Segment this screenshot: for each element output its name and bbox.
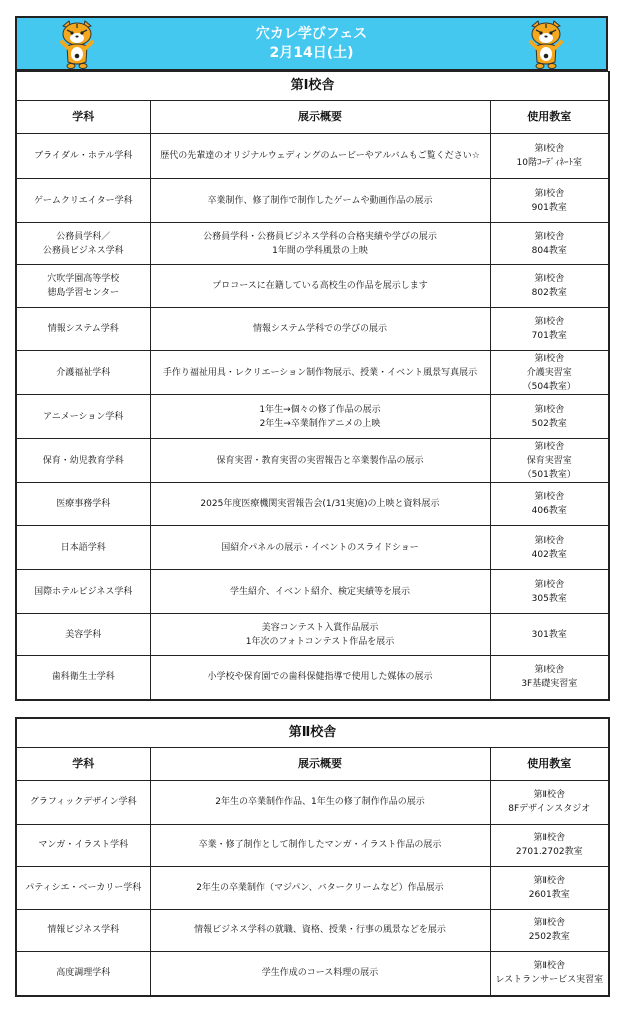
- room-cell: [490, 951, 609, 996]
- summary-cell-line: 保育実習・教育実習の実習報告と卒業製作品の展示: [216, 455, 424, 466]
- room-cell-line: 402教室: [531, 549, 567, 560]
- summary-cell-line: 学生作成のコース料理の展示: [261, 968, 379, 979]
- dept-cell: [16, 656, 150, 700]
- room-cell: [490, 351, 609, 395]
- room-cell: [490, 866, 609, 909]
- table-row: [16, 308, 609, 351]
- room-cell-line: 介護実習室: [526, 367, 572, 378]
- col-header-summary: 展示概要: [150, 101, 490, 134]
- table-row: [16, 614, 609, 656]
- room-cell-line: 901教室: [531, 202, 567, 213]
- room-cell-line: 305教室: [531, 593, 567, 604]
- campus-title: 第Ⅱ校舎: [16, 718, 609, 747]
- room-cell-line: 第Ⅱ校舎: [533, 790, 565, 800]
- dept-cell: [16, 866, 150, 909]
- room-cell-line: 第Ⅰ校舎: [534, 404, 565, 415]
- table-row: [16, 134, 609, 179]
- table-row: [16, 780, 609, 824]
- table-row: [16, 351, 609, 395]
- dept-cell: [16, 614, 150, 656]
- table-row: [16, 223, 609, 265]
- dept-cell: [16, 483, 150, 526]
- summary-cell-line: 美容コンテスト入賞作品展示: [261, 622, 379, 633]
- summary-cell-line: 国紹介パネルの展示・イベントのスライドショー: [221, 542, 419, 553]
- dept-cell-line: 徳島学習センター: [47, 288, 120, 298]
- table-row: [16, 483, 609, 526]
- event-date: 2月14日(土): [269, 45, 354, 61]
- dept-cell-line: 情報ビジネス学科: [47, 925, 120, 935]
- dept-cell: [16, 351, 150, 395]
- summary-cell-line: 小学校や保育園での歯科保健指導で使用した媒体の展示: [207, 672, 433, 683]
- room-cell-line: 第Ⅰ校舎: [534, 231, 565, 242]
- room-cell: [490, 656, 609, 700]
- table-row: [16, 395, 609, 439]
- room-cell-line: 406教室: [531, 506, 567, 516]
- table-row: [16, 526, 609, 570]
- dept-cell-line: 美容学科: [65, 629, 102, 640]
- room-cell: [490, 483, 609, 526]
- summary-cell: [150, 223, 490, 265]
- room-cell-line: 第Ⅰ校舎: [534, 492, 565, 502]
- room-cell-line: （504教室）: [522, 381, 576, 392]
- room-cell-line: 701教室: [531, 331, 567, 341]
- summary-cell: [150, 614, 490, 656]
- event-title: 穴カレ学びフェス: [255, 26, 368, 42]
- table-row: [16, 656, 609, 700]
- room-cell-line: 第Ⅰ校舎: [534, 353, 565, 364]
- dept-cell: [16, 308, 150, 351]
- summary-cell: [150, 866, 490, 909]
- dept-cell-line: 日本語学科: [60, 542, 106, 553]
- dept-cell-line: アニメーション学科: [43, 411, 124, 422]
- dept-cell-line: ブライダル・ホテル学科: [34, 151, 133, 161]
- room-cell-line: 第Ⅱ校舎: [533, 918, 565, 928]
- summary-cell-line: プロコースに在籍している高校生の作品を展示します: [212, 281, 428, 291]
- dept-cell-line: 国際ホテルビジネス学科: [34, 586, 133, 597]
- col-header-dept: 学科: [16, 101, 150, 134]
- summary-cell: [150, 824, 490, 866]
- dept-cell-line: 公務員ビジネス学科: [42, 245, 124, 256]
- room-cell: [490, 824, 609, 866]
- col-header-room: 使用教室: [490, 101, 609, 134]
- table-row: [16, 265, 609, 308]
- summary-cell-line: 2年生の卒業制作作品、1年生の修了制作作品の展示: [215, 797, 425, 807]
- campus1-table: [15, 71, 610, 701]
- room-cell: [490, 909, 609, 951]
- room-cell-line: 第Ⅰ校舎: [534, 665, 565, 676]
- summary-cell-line: 2025年度医療機関実習報告会(1/31実施)の上映と資料展示: [200, 499, 440, 509]
- room-cell-line: 第Ⅱ校舎: [533, 875, 565, 886]
- dept-cell-line: マンガ・イラスト学科: [38, 840, 129, 850]
- room-cell: [490, 308, 609, 351]
- room-cell-line: 第Ⅰ校舎: [534, 441, 565, 452]
- dept-cell: [16, 951, 150, 996]
- summary-cell-line: 卒業制作、修了制作で制作したゲームや動画作品の展示: [207, 195, 433, 206]
- room-cell-line: 第Ⅰ校舎: [534, 274, 565, 284]
- dept-cell-line: 保育・幼児教育学科: [42, 455, 124, 466]
- room-cell: [490, 134, 609, 179]
- room-cell-line: 第Ⅱ校舎: [533, 961, 565, 972]
- table-row: [16, 570, 609, 614]
- room-cell-line: 804教室: [531, 245, 567, 256]
- room-cell: [490, 614, 609, 656]
- summary-cell-line: 歴代の先輩達のオリジナルウェディングのムービーやアルバムもご覧ください☆: [160, 151, 480, 161]
- room-cell-line: 第Ⅰ校舎: [534, 535, 565, 546]
- summary-cell-line: 1年次のフォトコンテスト作品を展示: [245, 636, 395, 647]
- table-row: [16, 866, 609, 909]
- room-cell-line: 2701.2702教室: [515, 847, 583, 857]
- room-cell-line: 第Ⅰ校舎: [534, 317, 565, 327]
- room-cell-line: 第Ⅰ校舎: [534, 579, 565, 590]
- room-cell-line: 10階ｺｰﾃﾞｨﾈｰﾄ室: [516, 158, 582, 168]
- room-cell-line: 301教室: [531, 629, 567, 640]
- room-cell-line: 3F基礎実習室: [521, 679, 578, 690]
- summary-cell-line: 2年生→卒業制作アニメの上映: [259, 418, 381, 429]
- summary-cell: [150, 265, 490, 308]
- table-row: [16, 439, 609, 483]
- summary-cell: [150, 179, 490, 223]
- summary-cell: [150, 395, 490, 439]
- room-cell-line: 第Ⅰ校舎: [534, 144, 565, 154]
- dept-cell: [16, 395, 150, 439]
- event-header-banner: [15, 16, 608, 71]
- room-cell-line: （501教室）: [522, 469, 576, 480]
- col-header-room: 使用教室: [490, 747, 609, 780]
- summary-cell: [150, 483, 490, 526]
- col-header-summary: 展示概要: [150, 747, 490, 780]
- summary-cell-line: 情報システム学科での学びの展示: [252, 324, 388, 334]
- table-row: [16, 179, 609, 223]
- room-cell-line: 502教室: [531, 418, 567, 429]
- campus2-table: [15, 717, 610, 997]
- table-row: [16, 824, 609, 866]
- dept-cell: [16, 824, 150, 866]
- room-cell: [490, 439, 609, 483]
- summary-cell: [150, 656, 490, 700]
- dept-cell-line: 情報システム学科: [47, 324, 119, 334]
- summary-cell-line: 2年生の卒業制作（マジパン、バタークリームなど）作品展示: [196, 882, 444, 893]
- summary-cell: [150, 134, 490, 179]
- summary-cell-line: 情報ビジネス学科の就職、資格、授業・行事の風景などを展示: [194, 925, 446, 935]
- dept-cell: [16, 134, 150, 179]
- tiger-mascot-icon: [524, 20, 568, 70]
- dept-cell: [16, 439, 150, 483]
- dept-cell-line: 高度調理学科: [56, 968, 111, 979]
- room-cell-line: 保育実習室: [526, 455, 572, 466]
- col-header-dept: 学科: [16, 747, 150, 780]
- dept-cell-line: 医療事務学科: [56, 499, 111, 509]
- summary-cell: [150, 780, 490, 824]
- room-cell: [490, 265, 609, 308]
- room-cell-line: 第Ⅱ校舎: [533, 833, 565, 843]
- dept-cell: [16, 179, 150, 223]
- room-cell-line: レストランサービス実習室: [495, 975, 604, 986]
- dept-cell: [16, 265, 150, 308]
- room-cell: [490, 526, 609, 570]
- summary-cell: [150, 570, 490, 614]
- room-cell: [490, 780, 609, 824]
- summary-cell: [150, 909, 490, 951]
- dept-cell-line: グラフィックデザイン学科: [29, 797, 137, 807]
- summary-cell: [150, 439, 490, 483]
- summary-cell-line: 1年間の学科風景の上映: [272, 245, 368, 256]
- dept-cell: [16, 526, 150, 570]
- summary-cell-line: 学生紹介、イベント紹介、検定実績等を展示: [229, 586, 410, 597]
- room-cell: [490, 570, 609, 614]
- dept-cell-line: 穴吹学園高等学校: [47, 274, 120, 284]
- table-row: [16, 951, 609, 996]
- room-cell-line: 2601教室: [528, 889, 570, 900]
- room-cell: [490, 395, 609, 439]
- dept-cell-line: ゲームクリエイター学科: [33, 195, 133, 206]
- room-cell: [490, 179, 609, 223]
- summary-cell-line: 手作り福祉用具・レクリエーション制作物展示、授業・イベント風景写真展示: [162, 367, 478, 378]
- summary-cell-line: 卒業・修了制作として制作したマンガ・イラスト作品の展示: [198, 840, 442, 850]
- dept-cell-line: 歯科衛生士学科: [51, 672, 115, 683]
- room-cell-line: 802教室: [531, 288, 567, 298]
- room-cell: [490, 223, 609, 265]
- room-cell-line: 2502教室: [528, 932, 570, 942]
- summary-cell: [150, 308, 490, 351]
- campus-title: 第Ⅰ校舎: [16, 72, 609, 101]
- summary-cell-line: 1年生→個々の修了作品の展示: [259, 404, 381, 415]
- table-row: [16, 909, 609, 951]
- dept-cell-line: 介護福祉学科: [56, 367, 111, 378]
- room-cell-line: 8Fデザインスタジオ: [508, 804, 591, 814]
- dept-cell: [16, 223, 150, 265]
- dept-cell: [16, 570, 150, 614]
- summary-cell: [150, 526, 490, 570]
- summary-cell: [150, 351, 490, 395]
- summary-cell-line: 公務員学科・公務員ビジネス学科の合格実績や学びの展示: [203, 231, 437, 242]
- dept-cell: [16, 909, 150, 951]
- summary-cell: [150, 951, 490, 996]
- dept-cell-line: パティシエ・ベーカリー学科: [25, 882, 142, 893]
- dept-cell-line: 公務員学科／: [56, 231, 111, 242]
- dept-cell: [16, 780, 150, 824]
- room-cell-line: 第Ⅰ校舎: [534, 188, 565, 199]
